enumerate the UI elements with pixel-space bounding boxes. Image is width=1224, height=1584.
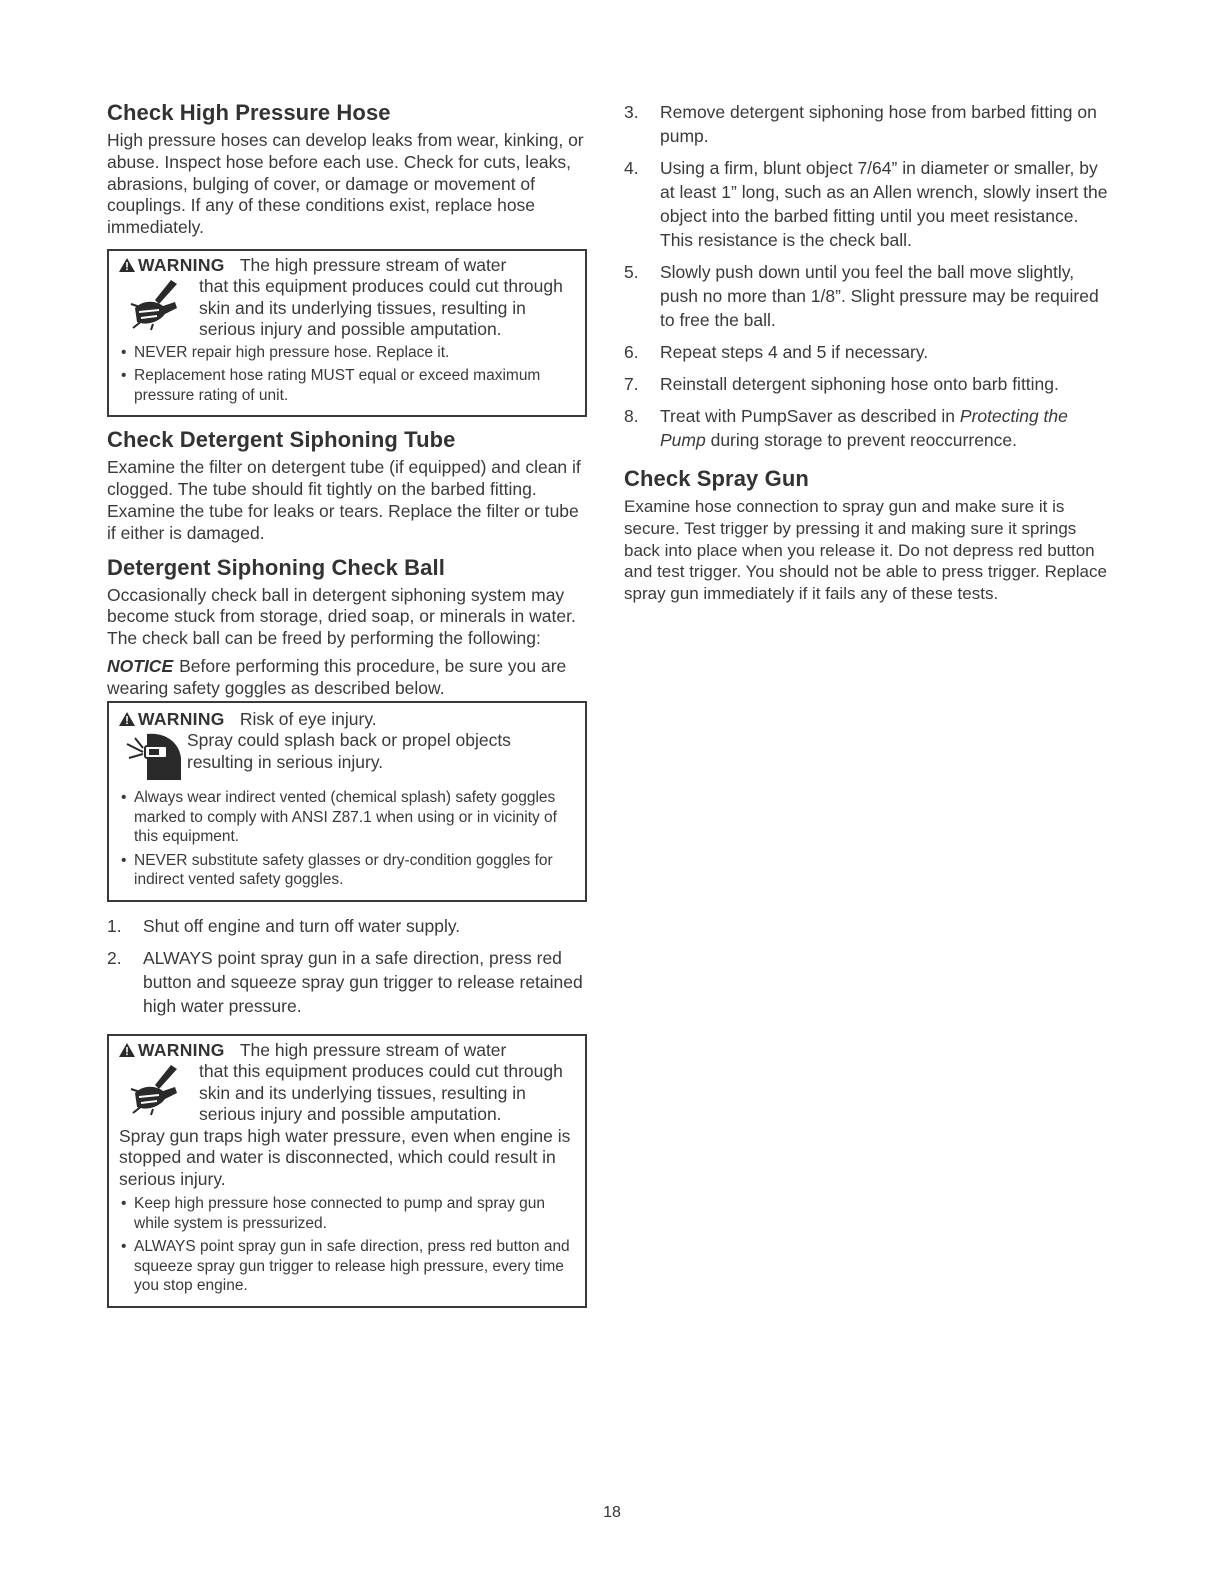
list-item: • Replacement hose rating MUST equal or exceed maximum pressure rating of unit. <box>121 367 541 404</box>
warning-header <box>119 1040 575 1062</box>
warning-bullets <box>119 1194 575 1296</box>
procedure-steps-continued <box>624 100 1110 452</box>
warning-text: that this equipment produces could cut through skin and its underlying tissues, resulting in serious injury and possible amputation. <box>199 1061 563 1125</box>
section-body-check-ball: Occasionally check ball in detergent siphoning system may become stuck from storage, dried soap, or minerals in water. The check ball can be freed by performing the following: <box>107 584 576 649</box>
warning-lead: The high pressure stream of water <box>239 254 507 275</box>
warning-triangle-icon <box>119 258 135 272</box>
warning-label: WARNING <box>119 255 230 275</box>
warning-text: that this equipment produces could cut through skin and its underlying tissues, resulting in serious injury and possible amputation. <box>199 276 563 340</box>
section-title-check-ball: Detergent Siphoning Check Ball <box>107 554 445 580</box>
list-item: • Keep high pressure hose connected to pump and spray gun while system is pressurized. <box>121 1195 546 1232</box>
list-item: • NEVER substitute safety glasses or dry-condition goggles for indirect vented safety goggles. <box>121 851 553 889</box>
page-number: 18 <box>603 1504 621 1521</box>
section-body-high-pressure-hose: High pressure hoses can develop leaks from wear, kinking, or abuse. Inspect hose before each use. Check for cuts, leaks, abrasions, bulging of cover, or damage or movement of couplings. If any of these conditions exist, replace hose immediately. <box>107 130 584 238</box>
hand-injection-hazard-icon <box>129 278 193 336</box>
procedure-steps <box>107 914 587 1018</box>
list-item: 1. Shut off engine and turn off water supply. <box>107 915 461 936</box>
section-body-spray-gun: Examine hose connection to spray gun and make sure it is secure. Test trigger by pressing it and making sure it springs back into place when you release it. Do not depress red button and test trigger. You should not be able to press trigger. Replace spray gun immediately if it fails any of these tests. <box>624 497 1107 604</box>
list-item: • ALWAYS point spray gun in safe direction, press red button and squeeze spray gun trigger to release high pressure, every time you stop engine. <box>121 1238 570 1295</box>
warning-lead: Risk of eye injury. <box>239 708 377 729</box>
list-item: 4. Using a firm, blunt object 7/64” in diameter or smaller, by at least 1” long, such as an Allen wrench, slowly insert the object into the barbed fitting until you meet resistance. This resistance is the check ball. <box>624 158 1108 250</box>
section-title-high-pressure-hose: Check High Pressure Hose <box>107 100 391 125</box>
left-column <box>107 100 587 1318</box>
section-title-detergent-tube: Check Detergent Siphoning Tube <box>107 427 456 453</box>
list-item: 8. Treat with PumpSaver as described in Protecting the Pump during storage to prevent reoccurrence. <box>624 406 1068 450</box>
warning-text: Spray could splash back or propel objects resulting in serious injury. <box>187 730 511 772</box>
right-column <box>624 100 1110 615</box>
section-body-detergent-tube: Examine the filter on detergent tube (if equipped) and clean if clogged. The tube should fit tightly on the barbed fitting. Examine the tube for leaks or tears. Replace the filter or tube if either is damaged. <box>107 457 581 543</box>
warning-header <box>119 709 575 731</box>
warning-text-secondary: Spray gun traps high water pressure, even when engine is stopped and water is disconnected, which could result in serious injury. <box>119 1125 571 1189</box>
section-title-spray-gun: Check Spray Gun <box>624 466 809 491</box>
eye-injury-hazard-icon <box>125 730 183 782</box>
list-item: 7. Reinstall detergent siphoning hose onto barb fitting. <box>624 374 1059 394</box>
warning-box-hose <box>107 249 587 418</box>
list-item: • NEVER repair high pressure hose. Replace it. <box>121 343 450 361</box>
warning-header <box>119 255 575 277</box>
warning-lead: The high pressure stream of water <box>239 1039 507 1060</box>
warning-triangle-icon <box>119 712 135 726</box>
warning-label: WARNING <box>119 709 230 729</box>
list-item: 3. Remove detergent siphoning hose from barbed fitting on pump. <box>624 102 1097 146</box>
hand-injection-hazard-icon <box>129 1063 193 1121</box>
warning-box-eye <box>107 703 587 902</box>
warning-box-spray-gun <box>107 1034 587 1308</box>
notice-text: Before performing this procedure, be sure you are wearing safety goggles as described below. <box>107 656 567 698</box>
notice <box>107 656 587 700</box>
warning-bullets <box>119 343 575 406</box>
warning-triangle-icon <box>119 1043 135 1057</box>
list-item: 6. Repeat steps 4 and 5 if necessary. <box>624 342 929 362</box>
notice-label: NOTICE <box>107 656 174 677</box>
list-item: 2. ALWAYS point spray gun in a safe direction, press red button and squeeze spray gun trigger to release retained high water pressure. <box>107 947 583 1016</box>
warning-bullets <box>119 788 575 890</box>
list-item: • Always wear indirect vented (chemical splash) safety goggles marked to comply with ANSI Z87.1 when using or in vicinity of this equipment. <box>121 789 557 846</box>
warning-label: WARNING <box>119 1040 230 1060</box>
list-item: 5. Slowly push down until you feel the ball move slightly, push no more than 1/8”. Slight pressure may be required to free the ball. <box>624 262 1099 330</box>
